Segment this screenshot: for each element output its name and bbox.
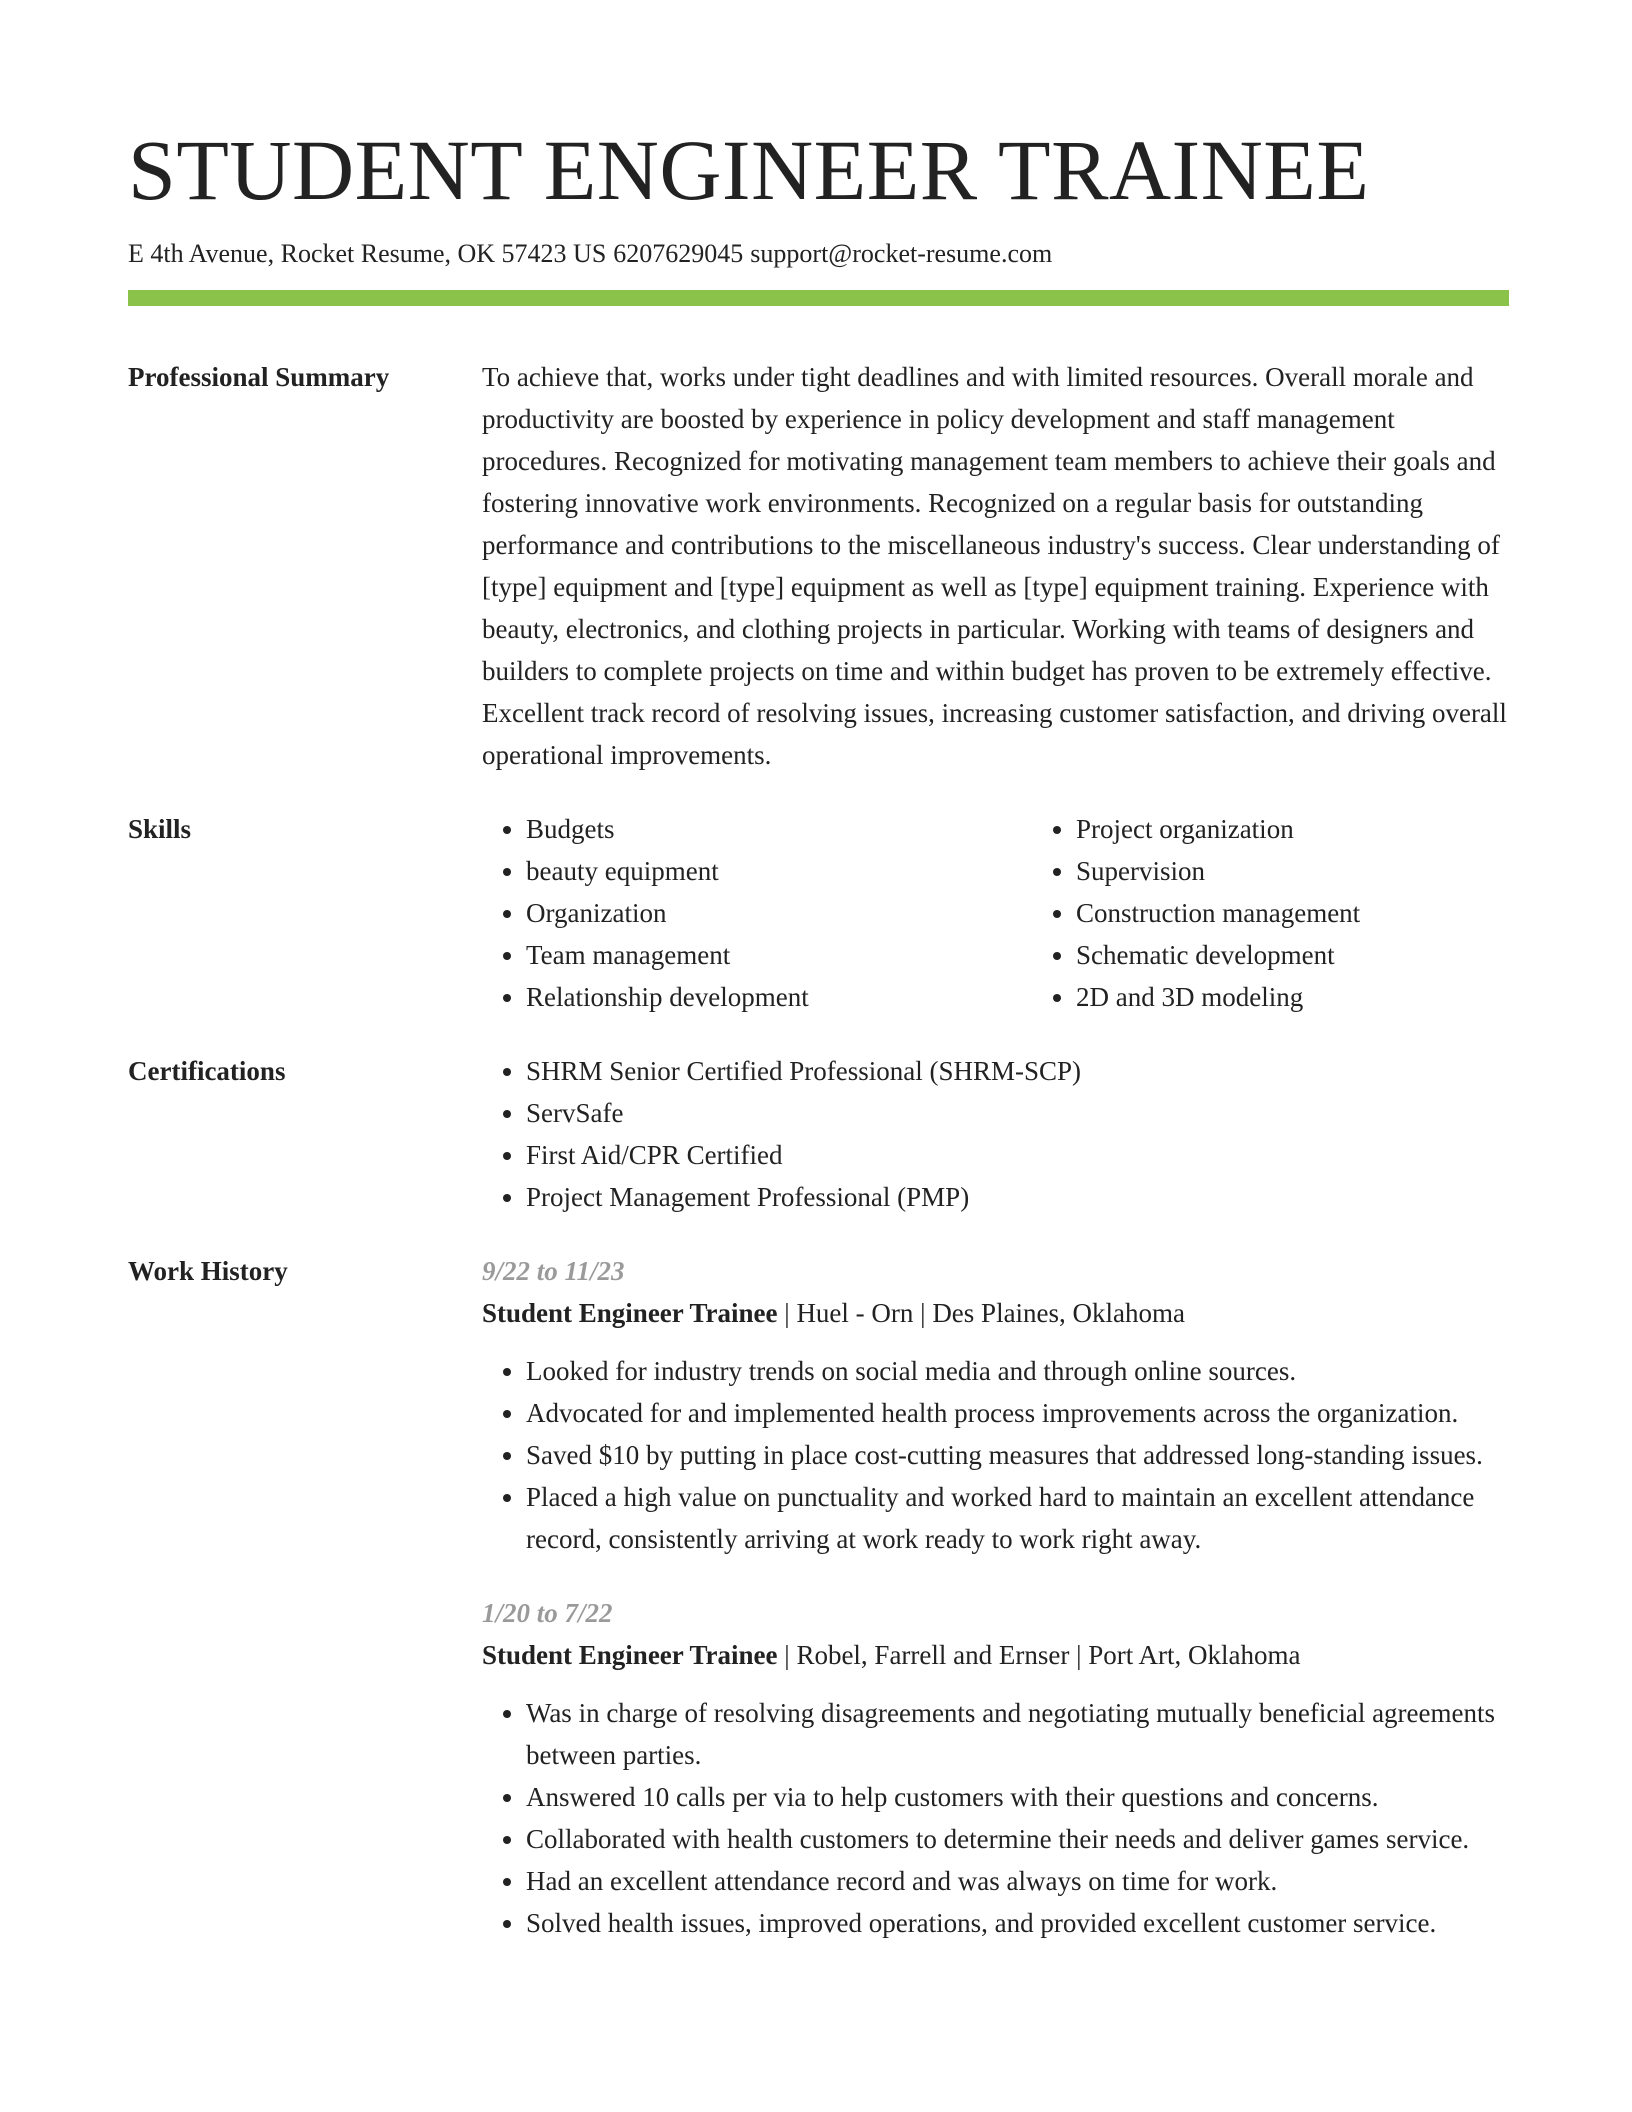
skill-item: • Schematic development <box>1076 934 1582 976</box>
section-label-certifications: Certifications <box>128 1056 286 1086</box>
job-bullet: • Had an excellent attendance record and was always on time for work. <box>526 1860 1509 1902</box>
skill-item: • beauty equipment <box>526 850 1032 892</box>
skill-item: • 2D and 3D modeling <box>1076 976 1582 1018</box>
work-history-section <box>128 1250 1509 1944</box>
work-history-body <box>482 1250 1509 1944</box>
skill-item: • Construction management <box>1076 892 1582 934</box>
contact-email: support@rocket-resume.com <box>750 239 1053 268</box>
job-dates: 1/20 to 7/22 <box>482 1598 613 1628</box>
skill-item: • Organization <box>526 892 1032 934</box>
certification-item: • ServSafe <box>526 1092 1509 1134</box>
job-location: Port Art, Oklahoma <box>1088 1640 1301 1670</box>
job-bullet: • Placed a high value on punctuality and worked hard to maintain an excellent attendance record, consistently arriving at work ready to work right away. <box>526 1476 1509 1560</box>
job-entry <box>482 1592 1509 1944</box>
skills-list-right <box>1032 808 1582 1018</box>
skill-item: • Team management <box>526 934 1032 976</box>
skill-item: • Supervision <box>1076 850 1582 892</box>
certification-item: • SHRM Senior Certified Professional (SHRM-SCP) <box>526 1050 1509 1092</box>
job-separator: | <box>1076 1640 1082 1670</box>
contact-address: E 4th Avenue, Rocket Resume, OK 57423 US <box>128 239 607 268</box>
resume-page <box>128 118 1509 1944</box>
contact-phone: 6207629045 <box>613 239 744 268</box>
job-bullet: • Collaborated with health customers to determine their needs and deliver games service. <box>526 1818 1509 1860</box>
job-separator: | <box>784 1640 790 1670</box>
job-title-line <box>482 1634 1509 1676</box>
certifications-list <box>482 1050 1509 1218</box>
summary-section <box>128 356 1509 776</box>
section-label-summary: Professional Summary <box>128 362 390 392</box>
skills-list-left <box>482 808 1032 1018</box>
job-separator: | <box>784 1298 790 1328</box>
summary-text: To achieve that, works under tight deadlines and with limited resources. Overall morale and productivity are boosted by experience in policy development and staff management procedures. Recognized for motivating management team members to achieve their goals and fostering innovative work environments. Recognized on a regular basis for outstanding performance and contributions to the miscellaneous industry's success. Clear understanding of [type] equipment and [type] equipment as well as [type] equipment training. Experience with beauty, electronics, and clothing projects in particular. Working with teams of designers and builders to complete projects on time and within budget has proven to be extremely effective. Excellent track record of resolving issues, increasing customer satisfaction, and driving overall operational improvements. <box>482 362 1507 770</box>
job-title-line <box>482 1292 1509 1334</box>
job-bullet: • Looked for industry trends on social media and through online sources. <box>526 1350 1509 1392</box>
job-bullet: • Was in charge of resolving disagreements and negotiating mutually beneficial agreements between parties. <box>526 1692 1509 1776</box>
candidate-name: STUDENT ENGINEER TRAINEE <box>128 122 1370 218</box>
certification-item: • Project Management Professional (PMP) <box>526 1176 1509 1218</box>
job-dates: 9/22 to 11/23 <box>482 1256 625 1286</box>
skill-item: • Project organization <box>1076 808 1582 850</box>
job-company: Huel - Orn <box>796 1298 914 1328</box>
job-title: Student Engineer Trainee <box>482 1640 778 1670</box>
contact-line <box>128 236 1509 272</box>
job-title: Student Engineer Trainee <box>482 1298 778 1328</box>
certifications-section <box>128 1050 1509 1218</box>
job-bullet: • Saved $10 by putting in place cost-cutting measures that addressed long-standing issues. <box>526 1434 1509 1476</box>
job-entry <box>482 1250 1509 1560</box>
header-divider <box>128 290 1509 306</box>
job-company: Robel, Farrell and Ernser <box>796 1640 1070 1670</box>
job-bullet: • Advocated for and implemented health process improvements across the organization. <box>526 1392 1509 1434</box>
skill-item: • Budgets <box>526 808 1032 850</box>
section-label-work-history: Work History <box>128 1256 288 1286</box>
section-label-skills: Skills <box>128 814 192 844</box>
job-bullet: • Answered 10 calls per via to help customers with their questions and concerns. <box>526 1776 1509 1818</box>
skills-columns <box>482 808 1582 1018</box>
certifications-body <box>482 1050 1509 1218</box>
job-bullet: • Solved health issues, improved operations, and provided excellent customer service. <box>526 1902 1509 1944</box>
job-separator: | <box>920 1298 926 1328</box>
skills-section <box>128 808 1509 1018</box>
job-bullets <box>482 1692 1509 1944</box>
certification-item: • First Aid/CPR Certified <box>526 1134 1509 1176</box>
job-location: Des Plaines, Oklahoma <box>932 1298 1186 1328</box>
skill-item: • Relationship development <box>526 976 1032 1018</box>
job-bullets <box>482 1350 1509 1560</box>
